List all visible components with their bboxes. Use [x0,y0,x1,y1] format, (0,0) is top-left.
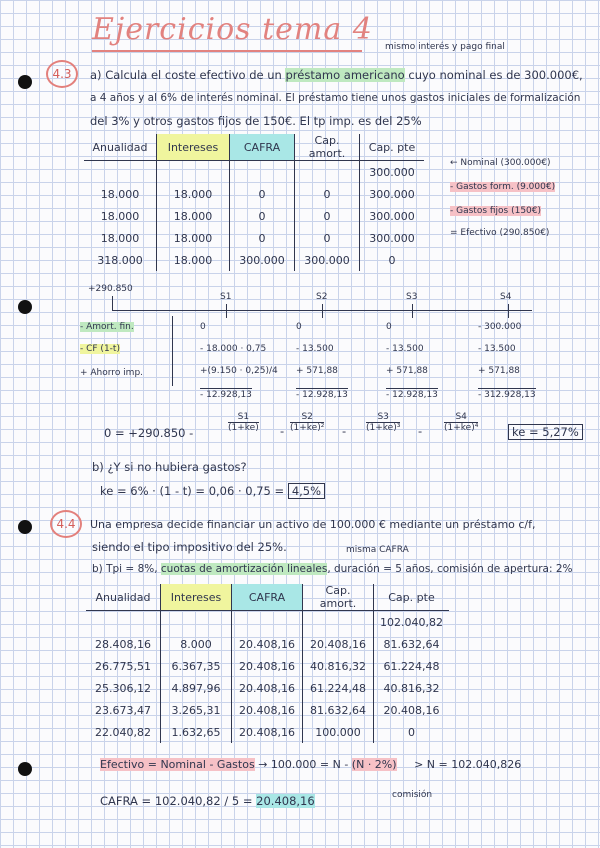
table-cell: 28.408,16 [95,637,151,651]
timeline-tick [226,304,227,318]
table-cell: 22.040,82 [95,725,151,739]
table-row [84,227,424,249]
timeline-value: + 571,88 [296,366,338,376]
table-row [86,655,449,677]
table-cell: 18.000 [100,231,140,245]
table-row [86,677,449,699]
table-cell: 20.408,16 [232,655,303,677]
problem-line: siendo el tipo impositivo del 25%. [92,540,287,554]
fraction [444,412,478,433]
timeline-tick [412,304,413,318]
period-label: S1 [220,292,232,302]
table-cell: 61.224,48 [303,677,374,699]
fraction [290,412,324,433]
col-header: Intereses [161,584,232,611]
table-cell: 81.632,64 [303,699,374,721]
amortization-table [86,584,449,743]
fraction-denominator: (1+ke)⁴ [444,423,479,433]
table-cell: 0 [374,721,449,743]
fraction-denominator: (1+ke) [228,423,259,433]
highlight: 20.408,16 [256,794,315,808]
fraction-numerator: S2 [290,412,324,423]
table-cell: 40.816,32 [374,677,449,699]
highlight: préstamo americano [285,68,405,82]
table-cell: 8.000 [161,633,232,655]
title-underline [92,50,362,52]
table-cell: 18.000 [100,209,140,223]
table-cell [230,161,295,184]
divider [172,316,173,386]
minus-sign: - [280,424,285,438]
col-header: CAFRA [232,584,303,611]
result-box: ke = 5,27% [508,424,583,440]
table-cell: 300.000 [230,249,295,271]
table-cell: 20.408,16 [232,699,303,721]
text-part: a) Calcula el coste efectivo de un [90,68,286,82]
row-label [80,322,134,332]
side-note: ← Nominal (300.000€) [450,158,551,168]
text-part: , duración = 5 años, comisión de apertura: 2% [327,563,573,575]
highlight: cuotas de amortización lineales [160,563,328,575]
text-part: cuyo nominal es de 300.000€, [404,68,583,82]
period-label: S2 [316,292,328,302]
problem-line: del 3% y otros gastos fijos de 150€. El tp imp. es del 25% [90,114,422,128]
timeline-value: - 13.500 [386,344,424,354]
part-b-equation [100,484,325,498]
col-header: Cap. amort. [303,584,374,611]
punch-hole [18,762,32,776]
row-label [80,344,120,354]
table-cell: 4.897,96 [161,677,232,699]
table-cell: 20.408,16 [232,677,303,699]
amortization-table [84,134,424,271]
problem-line [90,68,583,82]
highlight: (N · 2%) [351,758,397,771]
table-cell [232,611,303,634]
col-header: Cap. pte [374,584,449,611]
table-row [84,205,424,227]
text-part: → 100.000 = N - [258,758,349,771]
table-cell: 300.000 [360,227,425,249]
table-cell: 18.000 [100,187,140,201]
timeline-value: - 300.000 [478,322,522,332]
table-cell: 61.224,48 [374,655,449,677]
table-cell [86,611,161,634]
table-cell: 0 [230,205,295,227]
table-cell [161,611,232,634]
table-cell: 23.673,47 [95,703,151,717]
punch-hole [18,75,32,89]
highlight: - CF (1-t) [80,344,120,354]
table-cell: 20.408,16 [232,721,303,743]
annotation: mismo interés y pago final [385,42,505,52]
table-cell: 300.000 [295,249,360,271]
table-cell: 3.265,31 [161,699,232,721]
table-cell: 18.000 [157,249,230,271]
table-cell: 0 [230,183,295,205]
text-part: b) Tpi = 8%, [92,563,161,575]
timeline-value: - 12.928,13 [200,390,252,400]
problem-line: a 4 años y al 6% de interés nominal. El préstamo tiene unos gastos iniciales de formalización [90,92,581,104]
timeline-value: + 571,88 [478,366,520,376]
timeline-start: +290.850 [88,284,133,294]
problem-line: Una empresa decide financiar un activo de 100.000 € mediante un préstamo c/f, [90,518,536,531]
problem-line [92,563,573,575]
table-cell: 40.816,32 [303,655,374,677]
fraction-denominator: (1+ke)² [290,423,325,433]
timeline-value: +(9.150 · 0,25)/4 [200,366,278,376]
table-row [84,183,424,205]
table-row [84,249,424,271]
table-cell: 1.632,65 [161,721,232,743]
table-row [86,633,449,655]
table-cell [84,161,157,184]
annotation: comisión [392,790,433,800]
table-cell: 300.000 [360,205,425,227]
fraction-numerator: S3 [366,412,400,423]
exercise-number: 4.4 [50,510,82,538]
table-cell [157,161,230,184]
table-cell: 20.408,16 [303,633,374,655]
table-row [84,161,424,184]
table-cell: 300.000 [360,183,425,205]
table-cell: 81.632,64 [374,633,449,655]
fraction-denominator: (1+ke)³ [366,423,401,433]
timeline-tick [112,296,113,310]
text-part: CAFRA = 102.040,82 / 5 = [100,794,253,808]
col-header: Cap. amort. [295,134,360,161]
equation-lhs: 0 = +290.850 - [104,426,194,440]
timeline-value: - 312.928,13 [478,390,536,400]
table-cell: 26.775,51 [95,659,151,673]
timeline-value: 0 [200,322,206,332]
timeline-value: - 18.000 · 0,75 [200,344,267,354]
side-note: = Efectivo (290.850€) [450,228,550,238]
side-note [450,182,555,192]
timeline-tick [322,304,323,318]
table-cell [303,611,374,634]
col-header: Intereses [157,134,230,161]
fraction-numerator: S4 [444,412,478,423]
table-cell: 20.408,16 [232,633,303,655]
period-label: S4 [500,292,512,302]
table-cell: 0 [230,227,295,249]
table-row [86,721,449,743]
table-cell: 0 [295,183,360,205]
table-cell: 318.000 [97,253,143,267]
fraction [228,412,259,433]
fraction-numerator: S1 [228,412,259,423]
minus-sign: - [342,424,347,438]
table-cell: 102.040,82 [374,611,449,634]
highlight: - Amort. fin. [80,322,134,332]
punch-hole [18,300,32,314]
table-cell [295,161,360,184]
text-part: > N = 102.040,826 [414,758,522,771]
timeline-value: + 571,88 [386,366,428,376]
table-cell: 300.000 [360,161,425,184]
highlight: - Gastos fijos (150€) [450,206,542,216]
result-box: 4,5% [288,483,325,499]
table-row [86,611,449,634]
table-cell: 0 [360,249,425,271]
table-cell: 18.000 [157,183,230,205]
punch-hole [18,520,32,534]
col-header: Anualidad [84,134,157,161]
period-label: S3 [406,292,418,302]
exercise-number: 4.3 [46,60,78,88]
effective-equation [100,758,521,771]
fraction [366,412,400,433]
table-cell: 18.000 [157,227,230,249]
minus-sign: - [418,424,423,438]
page-title: Ejercicios tema 4 [92,12,373,47]
row-label: + Ahorro imp. [80,368,144,378]
annotation: misma CAFRA [346,545,409,555]
highlight: - Gastos form. (9.000€) [450,182,556,192]
col-header: Anualidad [86,584,161,611]
table-cell: 25.306,12 [95,681,151,695]
timeline-value: - 13.500 [478,344,516,354]
timeline-value: - 12.928,13 [386,390,438,400]
cafra-equation [100,794,315,808]
table-cell: 0 [295,227,360,249]
col-header: CAFRA [230,134,295,161]
table-cell: 20.408,16 [374,699,449,721]
part-b-question: b) ¿Y si no hubiera gastos? [92,460,247,474]
table-cell: 0 [295,205,360,227]
highlight: Efectivo = Nominal - Gastos [100,758,255,771]
table-cell: 6.367,35 [161,655,232,677]
table-cell: 18.000 [157,205,230,227]
side-note [450,206,541,216]
table-cell: 100.000 [303,721,374,743]
timeline-value: - 12.928,13 [296,390,348,400]
timeline-value: 0 [386,322,392,332]
timeline-tick [508,304,509,318]
table-row [86,699,449,721]
text-part: ke = 6% · (1 - t) = 0,06 · 0,75 = [100,484,285,498]
timeline-value: - 13.500 [296,344,334,354]
col-header: Cap. pte [360,134,425,161]
timeline-value: 0 [296,322,302,332]
